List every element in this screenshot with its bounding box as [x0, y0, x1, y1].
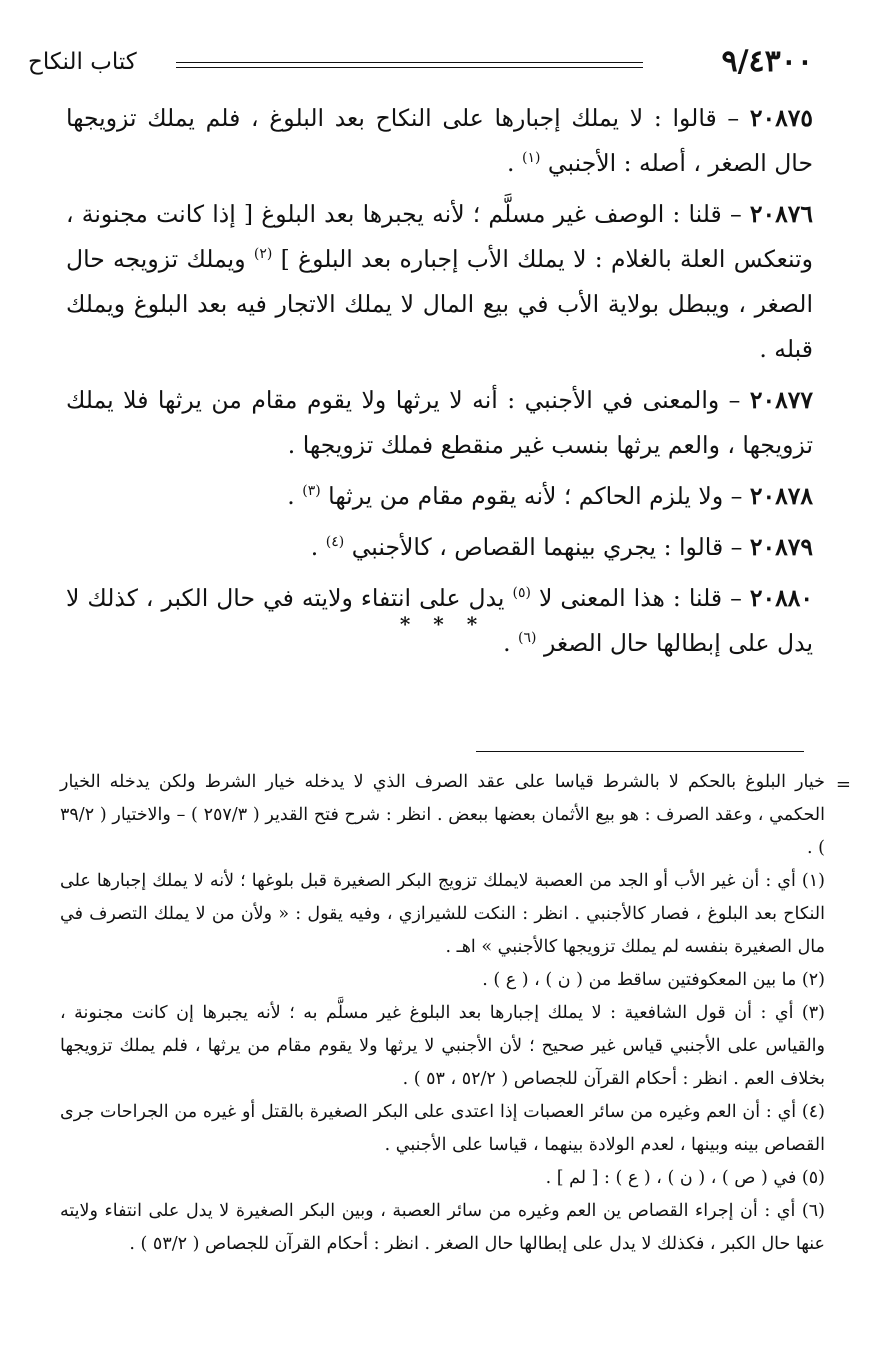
- paragraph-text-end: ويملك تزويجه حال الصغر ، ويبطل بولاية الأب في بيع المال لا يملك الاتجار فيه بعد البلوغ ويملك قبله .: [66, 245, 813, 363]
- paragraph: [66, 474, 813, 519]
- page-number: ٩/٤٣٠٠: [721, 44, 813, 79]
- footnote-ref: (٦): [518, 630, 537, 647]
- paragraph-text: – ولا يلزم الحاكم ؛ لأنه يقوم مقام من يرثها: [320, 482, 750, 510]
- footnote-1: (١) أي : أن غير الأب أو الجد من العصبة لايملك تزويج البكر الصغيرة قبل بلوغها ؛ لأنه لا يملك إجبارها على النكاح بعد البلوغ ، فصار كالأجنبي . انظر : النكت للشيرازي ، وفيه يقول : « ولأن من لا يملك التصرف في مال الصغيرة بنفسه لم يملك تزويجها كالأجنبي » اهـ .: [60, 871, 825, 957]
- footnote-ref: (٣): [302, 483, 321, 500]
- paragraph-number: ٢٠٨٧٦: [749, 200, 813, 228]
- paragraph-text-mid: يدل على انتفاء ولايته في حال الكبر ، كذلك لا يدل على إبطالها حال الصغر: [66, 584, 813, 657]
- paragraph: [66, 525, 813, 570]
- chapter-title: كتاب النكاح: [28, 49, 137, 75]
- paragraph: [66, 96, 813, 186]
- footnote-ref: (١): [521, 150, 541, 167]
- paragraph-text: – قالوا : لا يملك إجبارها على النكاح بعد البلوغ ، فلم يملك تزويجها حال الصغر ، أصله : الأجنبي: [66, 104, 813, 177]
- paragraph-text-end: .: [287, 482, 303, 510]
- footnotes: [60, 766, 851, 1261]
- footnote-3: (٣) أي : أن قول الشافعية : لا يملك إجبارها بعد البلوغ غير مسلَّم به ؛ لأنه يجبرها إن كانت مجنونة ، والقياس على الأجنبي قياس غير صحيح ؛ لأن الأجنبي لا يرثها ولا يقوم مقام من يرثها ، فلم يملك تزويجها بخلاف العم . انظر : أحكام القرآن للجصاص ( ٥٢/٢ ، ٥٣ ) .: [60, 1003, 825, 1089]
- footnote-5: (٥) في ( ص ) ، ( ن ) ، ( ع ) : [ لم ] .: [545, 1168, 825, 1188]
- footnote-2: (٢) ما بين المعكوفتين ساقط من ( ن ) ، ( ع ) .: [482, 970, 825, 990]
- paragraph-text-end: .: [507, 149, 522, 177]
- footnote-ref: (٥): [512, 585, 531, 602]
- paragraph-text-end: .: [310, 533, 326, 561]
- paragraph-text: – قلنا : الوصف غير مسلَّم ؛ لأنه يجبرها بعد البلوغ [ إذا كانت مجنونة ، وتنعكس العلة بالغلام : لا يملك الأب إجباره بعد البلوغ ]: [66, 200, 813, 273]
- paragraph-number: ٢٠٨٧٧: [749, 386, 813, 414]
- footnote-continuation: خيار البلوغ بالحكم لا بالشرط قياسا على عقد الصرف الذي لا يدخله خيار الشرط ولكن يدخله الخيار الحكمي ، وعقد الصرف : هو بيع الأثمان بعضها ببعض . انظر : شرح فتح القدير ( ٢٥٧/٣ ) – والاختيار ( ٣٩/٢ ) .: [60, 772, 825, 858]
- paragraph: [66, 378, 813, 468]
- main-text: [66, 96, 813, 672]
- footnote-4: (٤) أي : أن العم وغيره من سائر العصبات إذا اعتدى على البكر الصغيرة بالقتل أو غيره من الجراحات جرى القصاص بينه وبينها ، لعدم الولادة بينهما ، قياسا على الأجنبي .: [60, 1102, 825, 1155]
- paragraph-number: ٢٠٨٧٥: [749, 104, 813, 132]
- paragraph-number: ٢٠٨٧٩: [749, 533, 813, 561]
- paragraph-number: ٢٠٨٨٠: [749, 584, 814, 612]
- paragraph-text: – والمعنى في الأجنبي : أنه لا يرثها ولا يقوم مقام من يرثها فلا يملك تزويجها ، والعم يرثها بنسب غير منقطع فملك تزويجها .: [66, 386, 813, 459]
- footnote-ref: (٢): [253, 246, 273, 263]
- paragraph: [66, 192, 813, 372]
- page-header: [28, 44, 813, 84]
- paragraph-text-end: .: [503, 629, 519, 657]
- section-separator: * * *: [399, 612, 486, 636]
- footnote-ref: (٤): [325, 534, 345, 551]
- paragraph-text: – قلنا : هذا المعنى لا: [530, 584, 750, 612]
- footnote-6: (٦) أي : أن إجراء القصاص ين العم وغيره من سائر العصبة ، وبين البكر الصغيرة لا يدل على انتفاء ولايته عنها حال الكبر ، فكذلك لا يدل على إبطالها حال الصغر . انظر : أحكام القرآن للجصاص ( ٥٣/٢ ) .: [60, 1201, 825, 1254]
- paragraph-number: ٢٠٨٧٨: [749, 482, 813, 510]
- continuation-mark: =: [835, 774, 851, 795]
- paragraph-text: – قالوا : يجري بينهما القصاص ، كالأجنبي: [344, 533, 750, 561]
- footnote-rule: [476, 751, 804, 752]
- header-rule: [176, 62, 643, 68]
